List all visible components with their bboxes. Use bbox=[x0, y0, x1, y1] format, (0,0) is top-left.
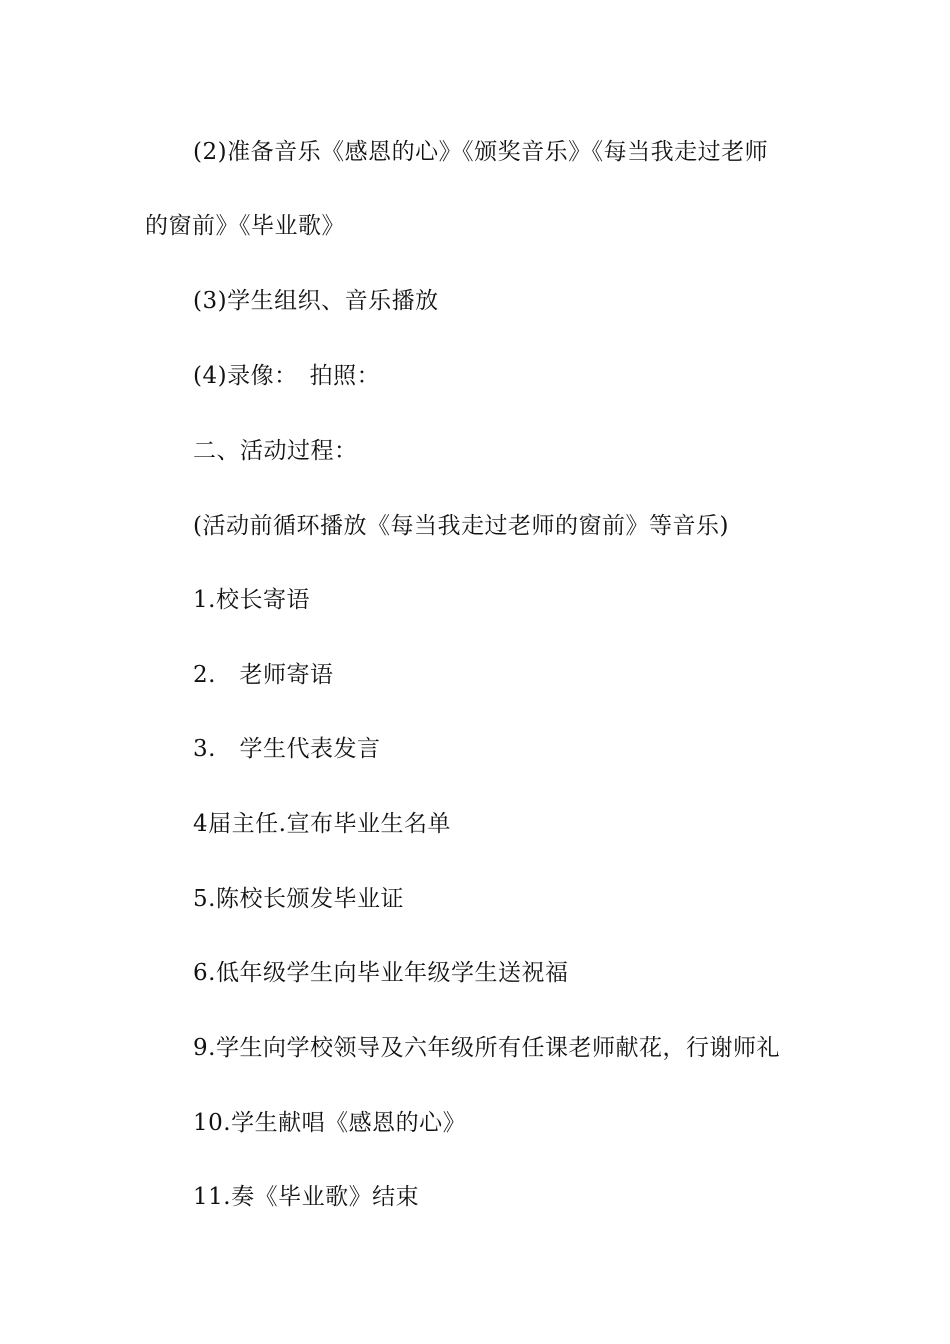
list-item-3: 3. 学生代表发言 bbox=[193, 736, 381, 762]
paragraph-video-photo: (4)录像： 拍照： bbox=[193, 363, 381, 389]
list-item-9: 9.学生向学校领导及六年级所有任课老师献花，行谢师礼 bbox=[193, 1035, 780, 1061]
list-item-5: 5.陈校长颁发毕业证 bbox=[193, 886, 404, 912]
paragraph-pre-activity-note: (活动前循环播放《每当我走过老师的窗前》等音乐) bbox=[193, 513, 729, 539]
paragraph-student-org: (3)学生组织、音乐播放 bbox=[193, 288, 439, 314]
paragraph-music-prep: (2)准备音乐《感恩的心》《颁奖音乐》《每当我走过老师 bbox=[193, 139, 769, 165]
list-item-6: 6.低年级学生向毕业年级学生送祝福 bbox=[193, 960, 569, 986]
list-item-1: 1.校长寄语 bbox=[193, 587, 310, 613]
list-item-4: 4届主任.宣布毕业生名单 bbox=[193, 811, 451, 837]
list-item-2: 2. 老师寄语 bbox=[193, 662, 334, 688]
section-heading-activity-process: 二、活动过程： bbox=[193, 438, 358, 464]
list-item-10: 10.学生献唱《感恩的心》 bbox=[193, 1110, 467, 1136]
list-item-11: 11.奏《毕业歌》结束 bbox=[193, 1184, 420, 1210]
paragraph-music-prep-continued: 的窗前》《毕业歌》 bbox=[145, 213, 345, 239]
